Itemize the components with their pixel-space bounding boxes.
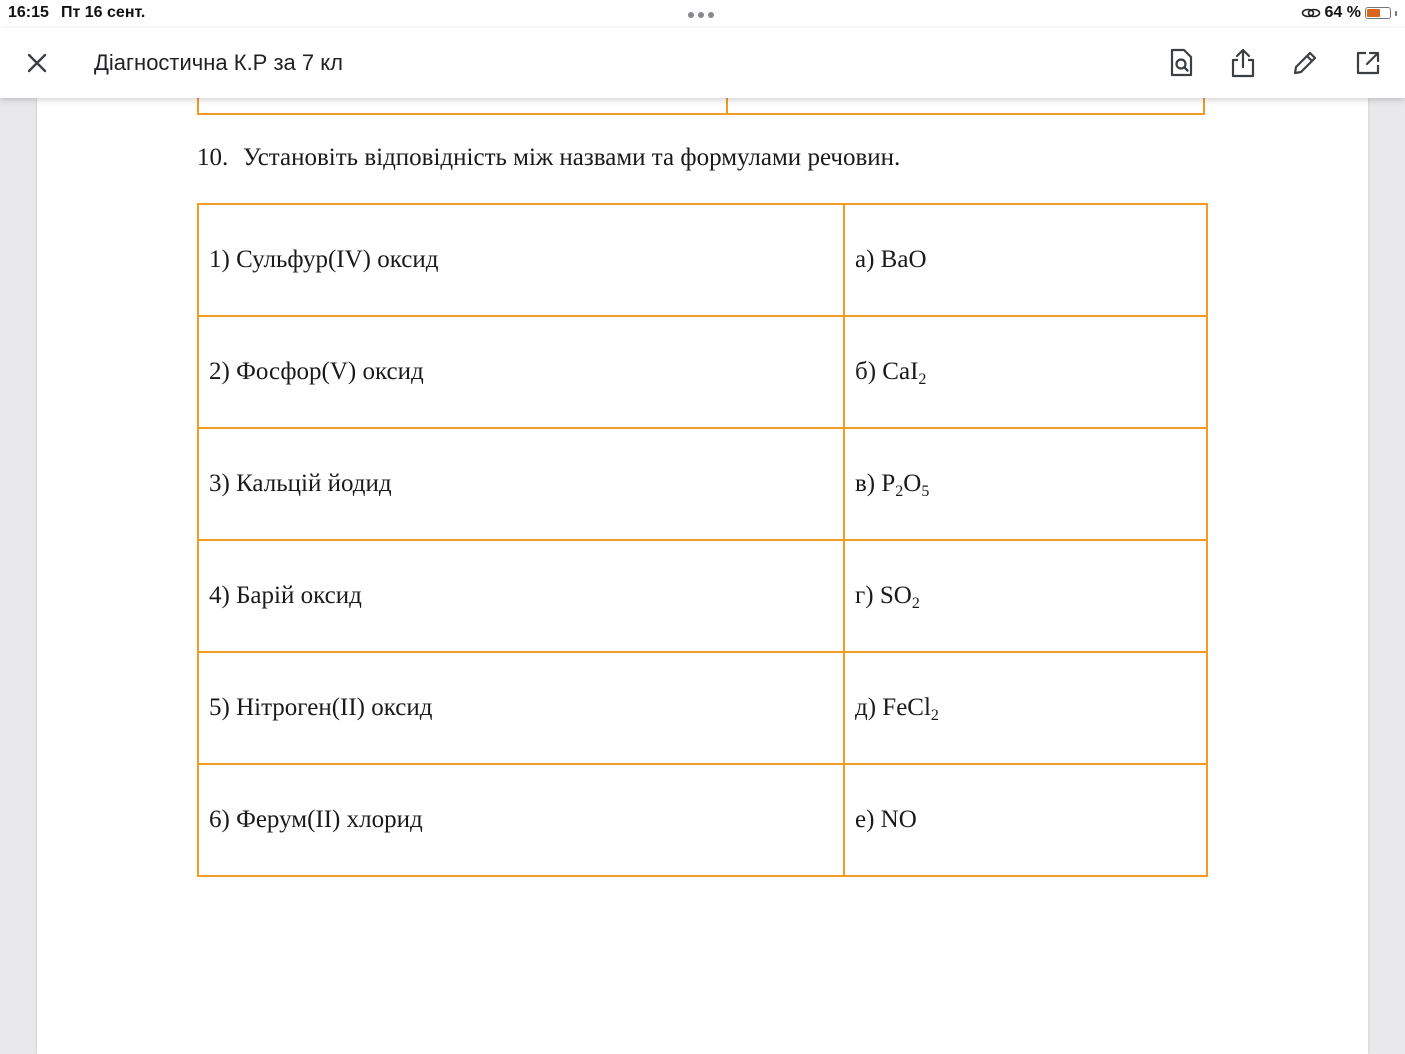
formula-letter: б) [855,358,883,385]
substance-name-cell: 2) Фосфор(V) оксид [198,316,844,428]
substance-name-cell: 6) Ферум(II) хлорид [198,764,844,876]
formula-subscript: 2 [895,483,904,500]
substance-name-cell: 3) Кальцій йодид [198,428,844,540]
formula-subscript: 5 [921,483,930,500]
status-time: 16:15 [8,4,49,21]
table-row [198,652,1207,764]
find-in-page-button[interactable] [1162,44,1200,82]
formula-cell [844,764,1207,876]
formula-cell [844,316,1207,428]
formula-cell [844,428,1207,540]
status-date: Пт 16 сент. [61,4,146,21]
battery-percent: 64 % [1324,4,1361,21]
table-row [198,204,1207,316]
open-external-icon [1354,49,1382,77]
close-button[interactable] [20,46,54,80]
toolbar [0,28,1405,98]
document-title: Діагностична К.Р за 7 кл [94,50,343,75]
substance-name-cell: 4) Барій оксид [198,540,844,652]
edit-icon [1291,49,1319,77]
status-bar [0,0,1405,28]
table-row [198,764,1207,876]
status-right [1301,4,1397,22]
open-external-button[interactable] [1349,44,1387,82]
close-icon [26,52,48,74]
formula-letter: а) [855,246,881,273]
question-number: 10. [197,144,229,171]
formula-text: P [881,470,896,497]
substance-name-cell: 5) Нітроген(II) оксид [198,652,844,764]
find-in-page-icon [1168,48,1194,78]
formula-subscript: 2 [930,707,939,724]
formula-letter: в) [855,470,882,497]
formula-subscript: 2 [911,595,920,612]
formula-text: FeCl [882,694,931,721]
table-row [198,428,1207,540]
formula-cell [844,204,1207,316]
question-heading [197,144,900,172]
share-button[interactable] [1224,44,1262,82]
formula-subscript: 2 [918,371,927,388]
formula-letter: е) [855,806,881,833]
formula-text: NO [880,806,917,833]
battery-icon [1365,7,1391,19]
share-icon [1230,47,1256,79]
formula-text: SO [879,582,912,609]
question-text: Установіть відповідність між назвами та формулами речовин. [243,144,901,171]
formula-letter: г) [855,582,880,609]
link-icon [1301,6,1321,20]
formula-cell [844,652,1207,764]
formula-text: BaO [880,246,927,273]
document-page [37,98,1368,1054]
formula-cell [844,540,1207,652]
matching-table [197,203,1208,877]
substance-name-cell: 1) Сульфур(IV) оксид [198,204,844,316]
table-row [198,540,1207,652]
table-row [198,316,1207,428]
previous-table-fragment [197,98,1205,115]
edit-button[interactable] [1286,44,1324,82]
formula-letter: д) [855,694,883,721]
multitasking-dots-icon[interactable] [688,12,714,18]
formula-text: CaI [882,358,919,385]
formula-text: O [903,470,922,497]
